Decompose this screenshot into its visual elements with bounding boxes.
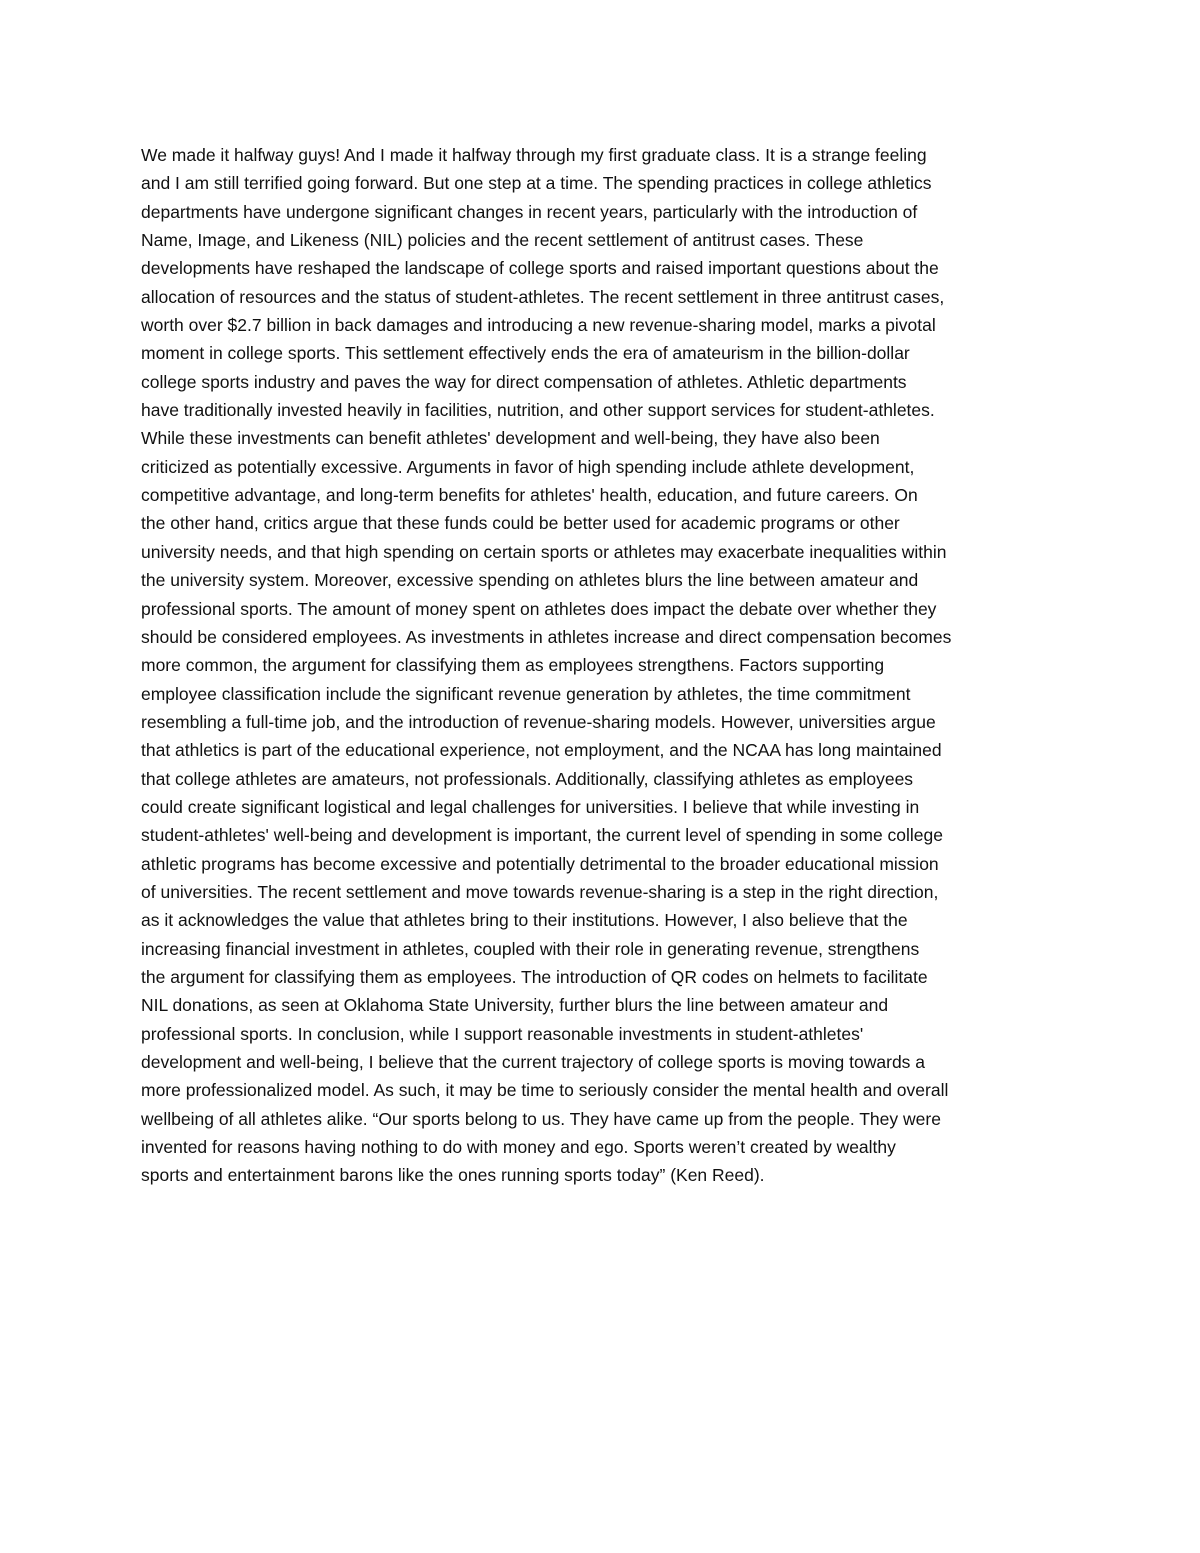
text-line: the university system. Moreover, excessive spending on athletes blurs the line between amateur and bbox=[141, 570, 919, 591]
text-line: competitive advantage, and long-term benefits for athletes' health, education, and future careers. On bbox=[141, 485, 918, 506]
text-line: college sports industry and paves the way for direct compensation of athletes. Athletic departments bbox=[141, 371, 907, 392]
text-line: professional sports. In conclusion, while I support reasonable investments in student-athletes' bbox=[141, 1023, 864, 1044]
text-line: that athletics is part of the educational experience, not employment, and the NCAA has long maintained bbox=[141, 740, 942, 761]
text-line: have traditionally invested heavily in facilities, nutrition, and other support services for student-athletes. bbox=[141, 400, 935, 421]
text-line: developments have reshaped the landscape of college sports and raised important questions about the bbox=[141, 258, 939, 279]
text-line: employee classification include the significant revenue generation by athletes, the time commitment bbox=[141, 683, 911, 704]
text-line: university needs, and that high spending on certain sports or athletes may exacerbate inequalities within bbox=[141, 541, 947, 562]
text-line: resembling a full-time job, and the introduction of revenue-sharing models. However, universities argue bbox=[141, 711, 936, 732]
text-line: NIL donations, as seen at Oklahoma State University, further blurs the line between amateur and bbox=[141, 995, 889, 1016]
body-paragraph bbox=[141, 141, 1066, 1190]
text-line: the other hand, critics argue that these funds could be better used for academic programs or other bbox=[141, 513, 900, 534]
text-line: moment in college sports. This settlement effectively ends the era of amateurism in the billion-dollar bbox=[141, 343, 910, 364]
text-line: sports and entertainment barons like the ones running sports today” (Ken Reed). bbox=[141, 1165, 765, 1186]
text-line: We made it halfway guys! And I made it halfway through my first graduate class. It is a strange feeling bbox=[141, 145, 927, 165]
text-line: departments have undergone significant changes in recent years, particularly with the introduction of bbox=[141, 201, 918, 222]
text-line: that college athletes are amateurs, not professionals. Additionally, classifying athletes as employees bbox=[141, 768, 914, 789]
text-line: criticized as potentially excessive. Arguments in favor of high spending include athlete development, bbox=[141, 456, 915, 477]
text-line: student-athletes' well-being and development is important, the current level of spending in some college bbox=[141, 825, 944, 846]
text-line: development and well-being, I believe that the current trajectory of college sports is moving towards a bbox=[141, 1052, 926, 1072]
text-line: athletic programs has become excessive and potentially detrimental to the broader educational mission bbox=[141, 853, 939, 874]
text-line: as it acknowledges the value that athletes bring to their institutions. However, I also believe that the bbox=[141, 910, 908, 931]
text-line: worth over $2.7 billion in back damages and introducing a new revenue-sharing model, marks a pivotal bbox=[141, 315, 936, 336]
text-line: the argument for classifying them as employees. The introduction of QR codes on helmets to facilitate bbox=[141, 966, 928, 987]
text-line: should be considered employees. As investments in athletes increase and direct compensation becomes bbox=[141, 626, 952, 647]
text-line: and I am still terrified going forward. But one step at a time. The spending practices in college athletics bbox=[141, 173, 932, 194]
text-line: more common, the argument for classifying them as employees strengthens. Factors supporting bbox=[141, 655, 885, 676]
text-line: While these investments can benefit athletes' development and well-being, they have also been bbox=[141, 428, 880, 449]
text-line: wellbeing of all athletes alike. “Our sports belong to us. They have came up from the people. They were bbox=[141, 1108, 941, 1129]
text-line: professional sports. The amount of money spent on athletes does impact the debate over whether they bbox=[141, 598, 937, 619]
text-line: could create significant logistical and legal challenges for universities. I believe that while investing in bbox=[141, 796, 920, 817]
text-line: increasing financial investment in athletes, coupled with their role in generating revenue, strengthens bbox=[141, 938, 920, 959]
text-line: invented for reasons having nothing to do with money and ego. Sports weren’t created by wealthy bbox=[141, 1137, 896, 1158]
text-line: allocation of resources and the status of student-athletes. The recent settlement in three antitrust cases, bbox=[141, 286, 945, 307]
text-line: more professionalized model. As such, it may be time to seriously consider the mental health and overall bbox=[141, 1080, 949, 1101]
text-line: Name, Image, and Likeness (NIL) policies and the recent settlement of antitrust cases. These bbox=[141, 230, 864, 251]
text-line: of universities. The recent settlement and move towards revenue-sharing is a step in the right direction, bbox=[141, 881, 939, 902]
